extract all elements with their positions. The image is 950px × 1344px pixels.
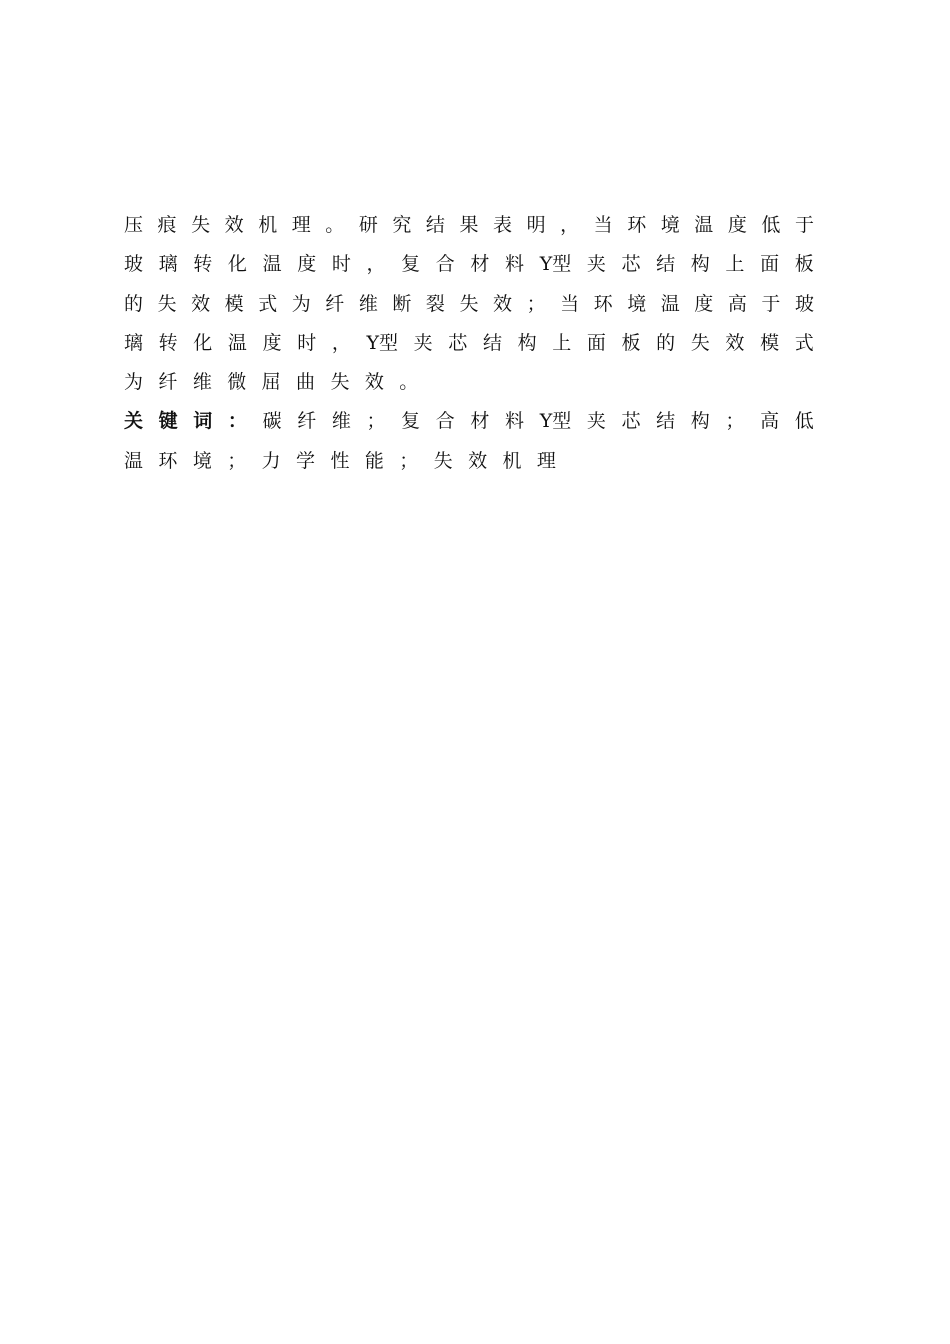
- keywords-line: [124, 442, 814, 481]
- text-char: 表: [493, 214, 513, 236]
- text-char: 裂: [425, 292, 445, 315]
- text-char: 键: [158, 410, 178, 433]
- abstract-line: [124, 363, 814, 402]
- text-char: 结: [482, 331, 502, 354]
- text-char: 微: [227, 371, 247, 394]
- text-char: 材: [470, 410, 490, 433]
- text-char: 时: [331, 253, 351, 276]
- text-char: 温: [660, 292, 680, 315]
- text-char: 性: [330, 449, 350, 472]
- text-char: 温: [262, 253, 282, 276]
- text-char: 璃: [158, 253, 178, 276]
- text-char: 屈: [261, 371, 281, 394]
- text-char: 维: [331, 410, 351, 433]
- text-char: 痕: [157, 214, 177, 236]
- text-char: ，: [331, 331, 351, 354]
- text-char: 力: [261, 449, 281, 472]
- text-char: 纤: [297, 410, 317, 433]
- text-char: 化: [193, 331, 213, 354]
- text-char: 时: [297, 331, 317, 354]
- text-char: 能: [364, 449, 384, 472]
- text-char: ；: [526, 292, 546, 315]
- text-char: 结: [656, 253, 676, 276]
- text-char: 失: [157, 292, 177, 315]
- text-char: 词: [193, 410, 213, 433]
- text-char: 面: [586, 331, 606, 354]
- text-char: 效: [224, 214, 244, 236]
- text-char: 。: [325, 214, 345, 236]
- text-char: 为: [291, 292, 311, 315]
- text-char: ，: [560, 214, 580, 236]
- text-char: ；: [725, 410, 745, 433]
- text-char: 环: [158, 449, 178, 472]
- text-char: 于: [794, 214, 814, 236]
- text-char: 温: [694, 214, 714, 236]
- text-char: 果: [459, 214, 479, 236]
- text-char: 低: [761, 214, 781, 236]
- text-char: 当: [593, 214, 613, 236]
- keywords-line: [124, 402, 814, 441]
- text-char: 构: [690, 253, 710, 276]
- text-char: 效: [725, 331, 745, 354]
- text-char: 的: [124, 292, 144, 315]
- text-char: 式: [258, 292, 278, 315]
- text-char: 上: [552, 331, 572, 354]
- text-char: 效: [364, 371, 384, 394]
- text-char: ；: [366, 410, 386, 433]
- text-char: 的: [656, 331, 676, 354]
- text-char: 合: [435, 253, 455, 276]
- text-char: 夹: [413, 331, 433, 354]
- text-char: 度: [262, 331, 282, 354]
- text-char: 失: [433, 449, 453, 472]
- text-char: 转: [158, 331, 178, 354]
- text-char: 料: [505, 253, 525, 276]
- text-char: 曲: [296, 371, 316, 394]
- text-char: 合: [435, 410, 455, 433]
- text-char: ，: [366, 253, 386, 276]
- text-char: 面: [760, 253, 780, 276]
- text-char: 效: [468, 449, 488, 472]
- text-char: 度: [694, 292, 714, 315]
- text-char: 温: [227, 331, 247, 354]
- text-char: 板: [621, 331, 641, 354]
- text-char: 芯: [621, 410, 641, 433]
- text-char: 。: [399, 371, 419, 394]
- text-char: 模: [224, 292, 244, 315]
- text-char: ；: [227, 449, 247, 472]
- text-char: 当: [560, 292, 580, 315]
- text-char: 构: [517, 331, 537, 354]
- text-char: 维: [358, 292, 378, 315]
- text-char: 为: [124, 371, 144, 394]
- text-char: 玻: [124, 253, 144, 276]
- abstract-line: [124, 245, 814, 284]
- text-char: 高: [727, 292, 747, 315]
- text-char: 境: [627, 292, 647, 315]
- text-char: 模: [760, 331, 780, 354]
- text-char: 效: [493, 292, 513, 315]
- text-char: 究: [392, 214, 412, 236]
- text-char: 构: [690, 410, 710, 433]
- text-char: 芯: [621, 253, 641, 276]
- abstract-line: [124, 285, 814, 324]
- text-char: 维: [192, 371, 212, 394]
- text-char: 环: [593, 292, 613, 315]
- text-char: 材: [470, 253, 490, 276]
- text-char: 结: [425, 214, 445, 236]
- text-char: 低: [794, 410, 814, 433]
- text-char: 机: [502, 449, 522, 472]
- text-char: 压: [124, 214, 144, 236]
- text-char: 复: [401, 253, 421, 276]
- text-char: ：: [227, 410, 247, 433]
- text-char: 理: [291, 214, 311, 236]
- text-char: 高: [760, 410, 780, 433]
- text-char: 环: [627, 214, 647, 236]
- text-char: 料: [505, 410, 525, 433]
- text-char: 学: [296, 449, 316, 472]
- abstract-line: [124, 324, 814, 363]
- text-char: 式: [794, 331, 814, 354]
- text-char: 失: [690, 331, 710, 354]
- abstract-text: [124, 206, 814, 481]
- text-char: 境: [192, 449, 212, 472]
- text-char: 失: [191, 214, 211, 236]
- text-char: 效: [191, 292, 211, 315]
- text-char: 碳: [262, 410, 282, 433]
- text-char: 断: [392, 292, 412, 315]
- text-char: Y型: [539, 410, 572, 433]
- text-char: 转: [193, 253, 213, 276]
- text-char: 机: [258, 214, 278, 236]
- text-char: 关: [124, 410, 144, 433]
- text-char: 夹: [586, 410, 606, 433]
- text-char: ；: [399, 449, 419, 472]
- text-char: 板: [794, 253, 814, 276]
- text-char: 研: [358, 214, 378, 236]
- text-char: Y型: [366, 331, 399, 354]
- text-char: 玻: [794, 292, 814, 315]
- text-char: 境: [660, 214, 680, 236]
- text-char: 理: [536, 449, 556, 472]
- text-char: 纤: [325, 292, 345, 315]
- text-char: 夹: [586, 253, 606, 276]
- text-char: 化: [227, 253, 247, 276]
- text-char: 失: [330, 371, 350, 394]
- abstract-line: [124, 206, 814, 245]
- text-char: 复: [401, 410, 421, 433]
- text-char: Y型: [539, 253, 572, 276]
- text-char: 度: [297, 253, 317, 276]
- text-char: 璃: [124, 331, 144, 354]
- text-char: 芯: [448, 331, 468, 354]
- text-char: 度: [727, 214, 747, 236]
- text-char: 上: [725, 253, 745, 276]
- text-char: 纤: [158, 371, 178, 394]
- text-char: 结: [656, 410, 676, 433]
- text-char: 于: [761, 292, 781, 315]
- text-char: 失: [459, 292, 479, 315]
- text-char: 明: [526, 214, 546, 236]
- text-char: 温: [124, 449, 144, 472]
